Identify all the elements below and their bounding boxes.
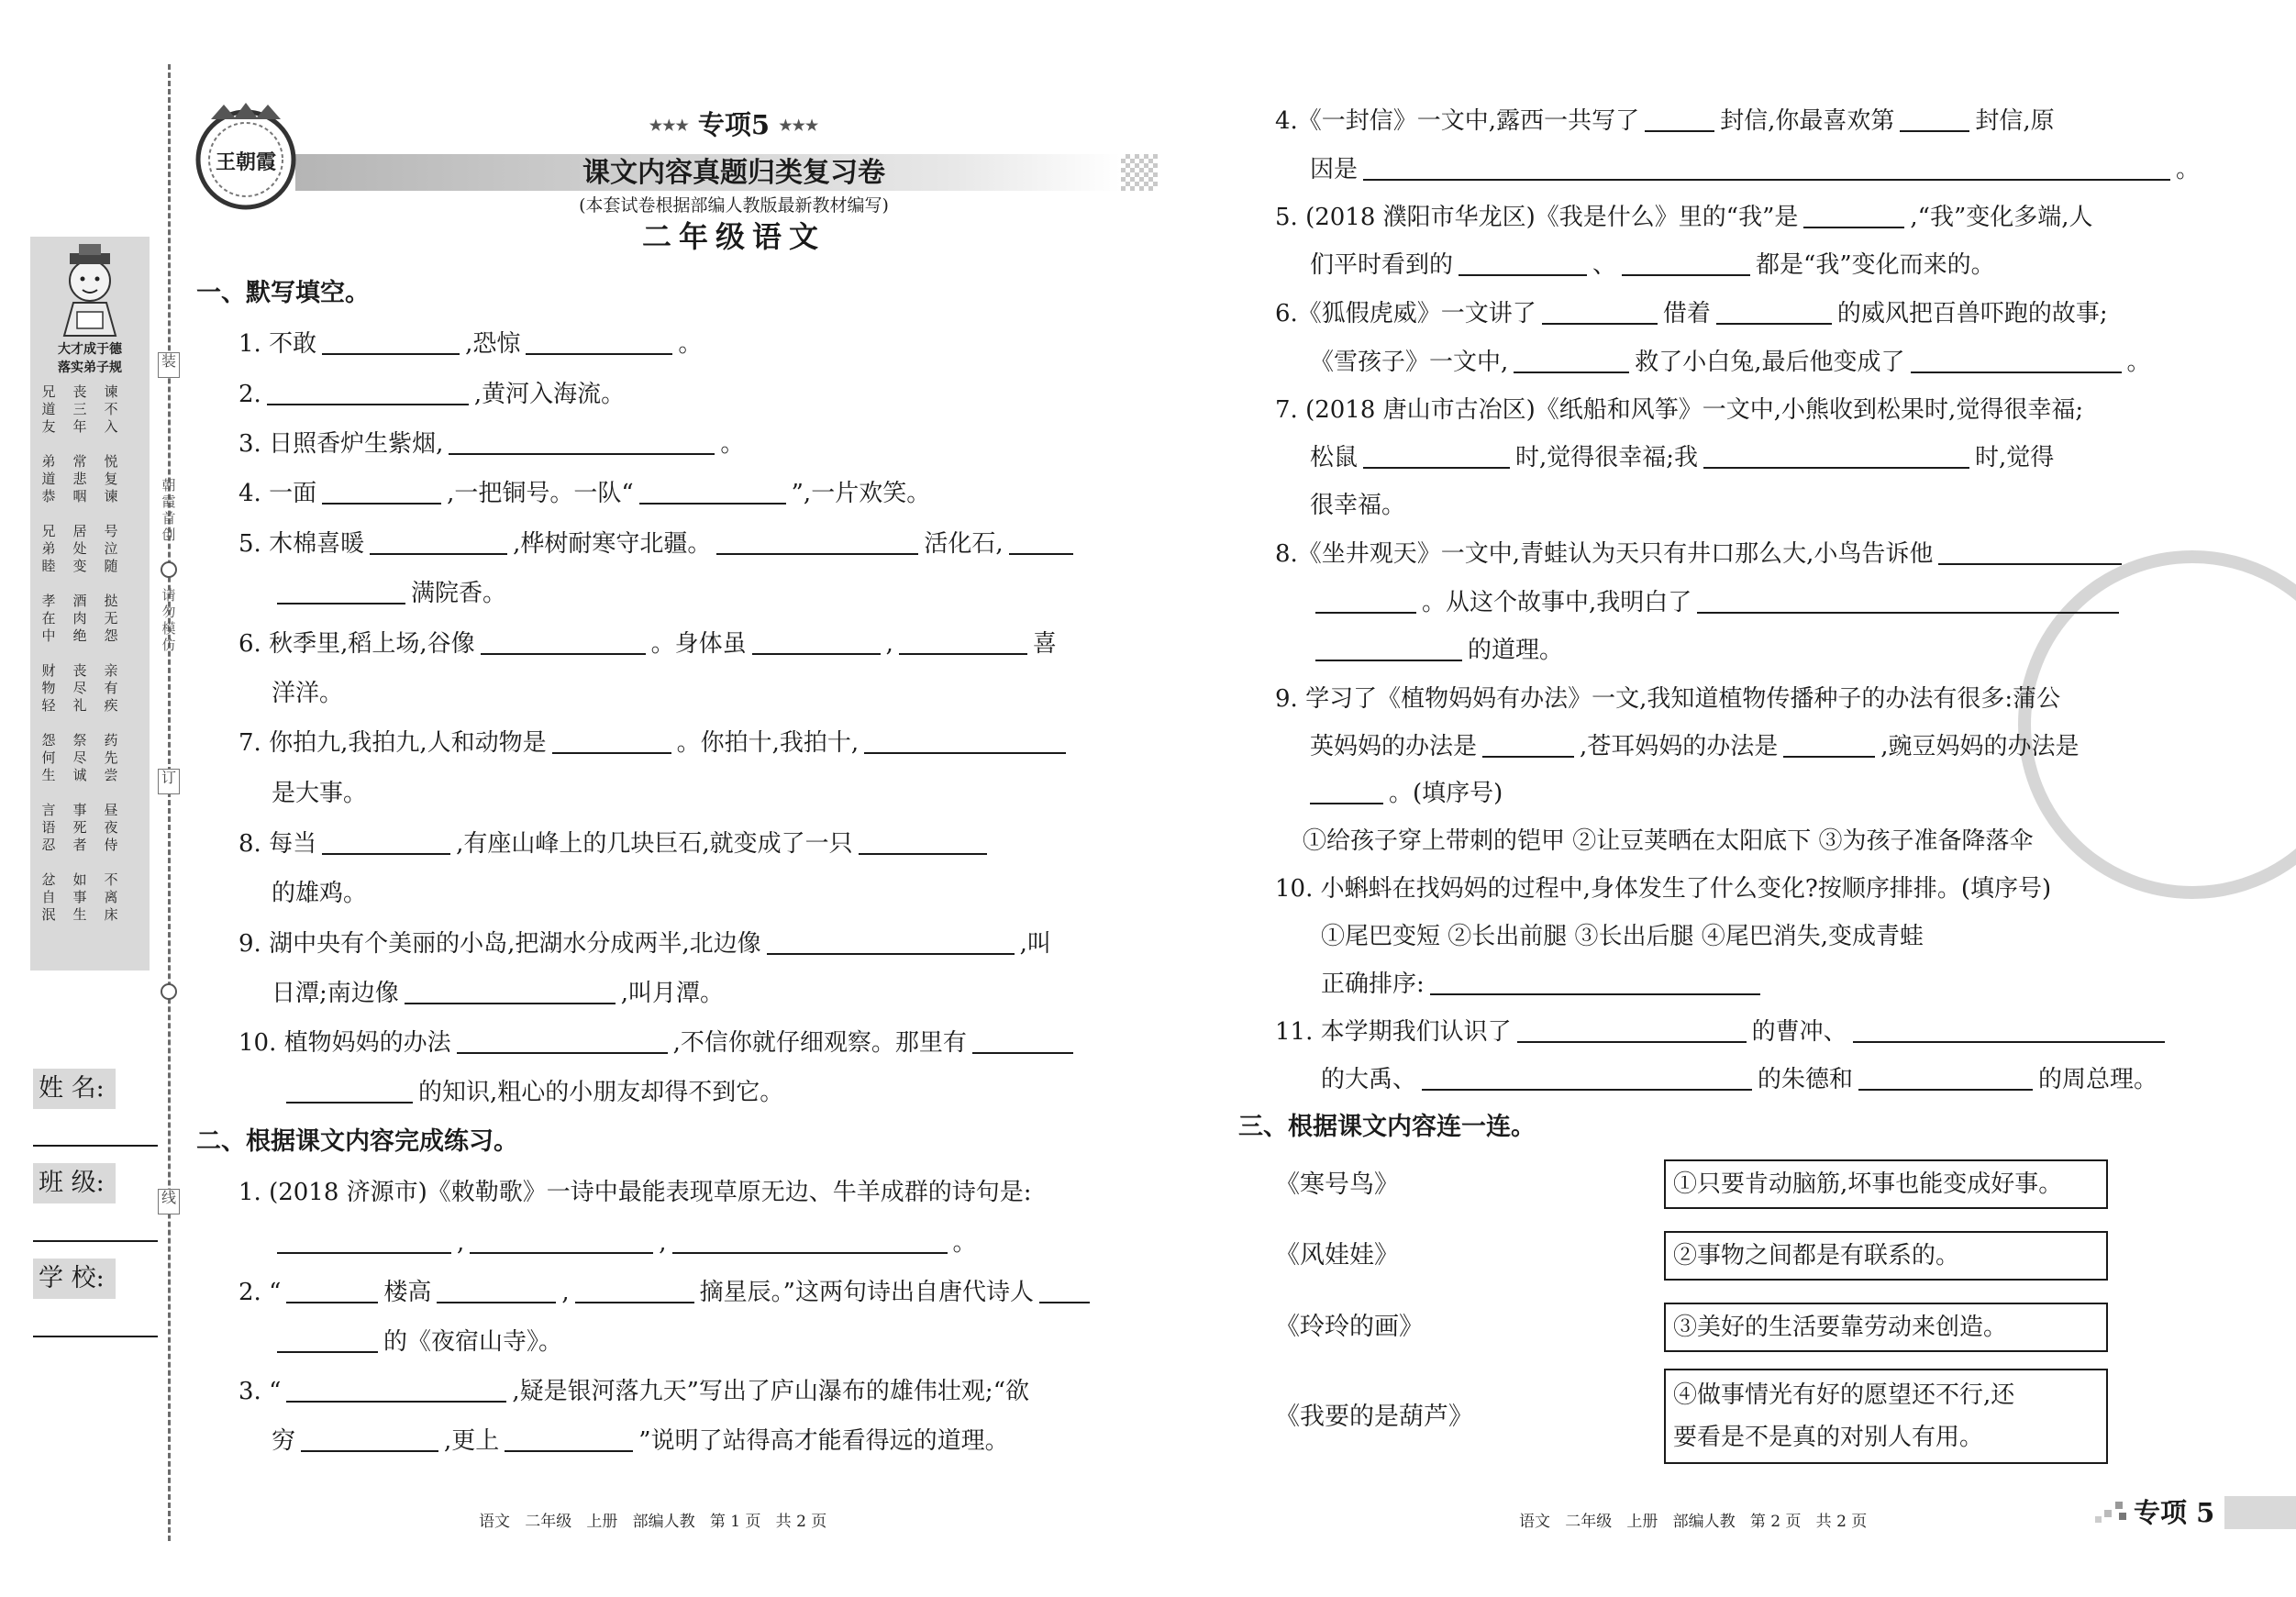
- answer-blank[interactable]: [1803, 205, 1904, 228]
- motto-column: 言 语 忍: [41, 802, 56, 853]
- binding-hole-icon: [161, 561, 177, 578]
- answer-blank[interactable]: [1697, 590, 2119, 614]
- motto-column: 孝 在 中: [41, 593, 56, 644]
- motto-column: 祭 尽 诚: [72, 732, 87, 783]
- s2-q9-line2: 英妈妈的办法是 ,苍耳妈妈的办法是 ,豌豆妈妈的办法是: [1310, 733, 2080, 760]
- cartoon-scholar-icon: [37, 240, 143, 339]
- match-right-item[interactable]: ③美好的生活要靠劳动来创造。: [1664, 1303, 2108, 1352]
- special-topic-text: 专项5: [697, 109, 771, 140]
- motto-column: 如 事 生: [72, 871, 87, 923]
- section-3-title: 三、根据课文内容连一连。: [1238, 1113, 1536, 1141]
- logo-text: 王朝霞: [215, 150, 277, 174]
- s2-q6-line1: 6.《狐假虎威》一文讲了 借着 的威风把百兽吓跑的故事;: [1275, 300, 2108, 327]
- match-right-item[interactable]: ②事物之间都是有联系的。: [1664, 1231, 2108, 1281]
- s2-q10-answer: 正确排序:: [1321, 969, 1766, 1000]
- s2-q7-line3: 很幸福。: [1310, 492, 1406, 519]
- motto-column: 昼 夜 侍: [104, 802, 118, 853]
- motto-title-1: 大才成于德: [58, 342, 122, 357]
- answer-blank[interactable]: [1315, 590, 1416, 614]
- binding-hole-icon: [161, 983, 177, 1000]
- motto-column: 不 离 床: [104, 871, 118, 923]
- motto-column: 居 处 变: [72, 523, 87, 574]
- s1-q5-line2: 满院香。: [272, 578, 506, 609]
- answer-blank[interactable]: [1716, 301, 1832, 325]
- binding-mark-xian: 线: [158, 1189, 180, 1214]
- footer-page-1: 语文 二年级 上册 部编人教 第 1 页 共 2 页: [479, 1513, 827, 1531]
- s2-q2-line1: 2. “ 楼高 , 摘星辰。”这两句诗出自唐代诗人: [238, 1277, 1095, 1308]
- section-1-title: 一、默写填空。: [196, 279, 370, 307]
- answer-blank[interactable]: [322, 481, 441, 505]
- answer-blank[interactable]: [752, 631, 881, 655]
- s1-q6-line2: 洋洋。: [272, 680, 344, 707]
- s1-q10-line2: 的知识,粗心的小朋友却得不到它。: [281, 1077, 783, 1108]
- answer-blank[interactable]: [1310, 781, 1383, 804]
- match-right-item[interactable]: [1664, 1369, 2108, 1464]
- answer-blank[interactable]: [301, 1428, 438, 1452]
- answer-blank[interactable]: [1459, 252, 1587, 276]
- answer-blank[interactable]: [457, 1030, 668, 1054]
- corner-tag: [2091, 1492, 2296, 1535]
- motto-column: 事 死 者: [72, 802, 87, 853]
- s2-q11-line1: 11. 本学期我们认识了 的曹冲、: [1275, 1016, 2170, 1048]
- school-input-line[interactable]: [33, 1336, 158, 1337]
- answer-blank[interactable]: [864, 730, 1066, 754]
- motto-title-2: 落实弟子规: [58, 360, 122, 375]
- motto-column: 常 悲 咽: [72, 453, 87, 505]
- s1-q3: 3. 日照香炉生紫烟, 。: [238, 430, 745, 458]
- answer-blank[interactable]: [286, 1379, 506, 1403]
- s2-q2-line2: 的《夜宿山寺》。: [272, 1326, 562, 1358]
- answer-blank[interactable]: [899, 631, 1027, 655]
- answer-blank[interactable]: [526, 331, 672, 355]
- school-label: 学 校:: [33, 1259, 116, 1299]
- answer-blank[interactable]: [1363, 157, 2170, 181]
- answer-blank[interactable]: [322, 331, 460, 355]
- footer-page-2: 语文 二年级 上册 部编人教 第 2 页 共 2 页: [1519, 1513, 1868, 1531]
- s2-q4-line2: 因是 。: [1310, 156, 2201, 183]
- answer-blank[interactable]: [370, 531, 507, 555]
- match-left-item[interactable]: 《寒号鸟》: [1275, 1170, 1399, 1199]
- document-grade: 二年级语文: [641, 219, 826, 254]
- answer-blank[interactable]: [1900, 108, 1969, 132]
- motto-column: 谏 不 入: [104, 383, 118, 435]
- answer-blank[interactable]: [1039, 1280, 1090, 1303]
- answer-blank[interactable]: [267, 382, 469, 405]
- motto-column: 兄 弟 睦: [41, 523, 56, 574]
- answer-blank[interactable]: [1363, 445, 1510, 469]
- answer-blank[interactable]: [505, 1428, 633, 1452]
- answer-blank[interactable]: [716, 531, 918, 555]
- binding-dashed-line: [168, 64, 171, 1541]
- document-title: 课文内容真题归类复习卷: [582, 157, 885, 189]
- answer-blank[interactable]: [1853, 1019, 2165, 1043]
- s1-q1: 1. 不敢 ,恐惊 。: [238, 330, 703, 358]
- match-right-text-line1: ④做事情光有好的愿望还不行,还: [1673, 1381, 2015, 1409]
- s1-q7-line1: 7. 你拍九,我拍九,人和动物是 。你拍十,我拍十,: [238, 727, 1071, 759]
- match-right-item[interactable]: ①只要肯动脑筋,坏事也能变成好事。: [1664, 1159, 2108, 1209]
- match-left-item[interactable]: 《我要的是葫芦》: [1275, 1403, 1473, 1431]
- s1-q5-line1: 5. 木棉喜暖 ,桦树耐寒守北疆。 活化石,: [238, 528, 1079, 560]
- s1-q8-line1: 8. 每当 ,有座山峰上的几块巨石,就变成了一只: [238, 828, 993, 859]
- s2-q6-line2: 《雪孩子》一文中, 救了小白兔,最后他变成了 。: [1310, 349, 2151, 376]
- answer-blank[interactable]: [859, 831, 987, 855]
- answer-blank[interactable]: [1517, 1019, 1747, 1043]
- s1-q9-line1: 9. 湖中央有个美丽的小岛,把湖水分成两半,北边像 ,叫: [238, 930, 1051, 958]
- motto-column: 挞 无 怨: [104, 593, 118, 644]
- answer-blank[interactable]: [405, 981, 616, 1004]
- s1-q6-line1: 6. 秋季里,稻上场,谷像 。身体虽 , 喜: [238, 630, 1057, 658]
- motto-column: 怨 何 生: [41, 732, 56, 783]
- answer-blank[interactable]: [1783, 734, 1875, 758]
- s2-q8-line1: 8.《坐井观天》一文中,青蛙认为天只有井口那么大,小鸟告诉他: [1275, 538, 2127, 570]
- s2-q4-line1: 4.《一封信》一文中,露西一共写了 封信,你最喜欢第 封信,原: [1275, 107, 2055, 135]
- s2-q9-line1: 9. 学习了《植物妈妈有办法》一文,我知道植物传播种子的办法有很多:蒲公: [1275, 685, 2061, 713]
- answer-blank[interactable]: [1858, 1067, 2033, 1091]
- s2-q11-line2: 的大禹、 的朱德和 的周总理。: [1321, 1066, 2158, 1093]
- s1-q4: 4. 一面 ,一把铜号。一队“ ”,一片欢笑。: [238, 480, 931, 507]
- star-icons: ★★★: [649, 116, 689, 134]
- star-icons: ★★★: [779, 116, 819, 134]
- answer-blank[interactable]: [672, 1230, 948, 1254]
- motto-column: 兄 道 友: [41, 383, 56, 435]
- s2-q1-line1: 1. (2018 济源市)《敕勒歌》一诗中最能表现草原无边、牛羊成群的诗句是:: [238, 1179, 1032, 1206]
- binding-note-1: 朝 霞 首 创: [161, 477, 176, 543]
- s1-q10-line1: 10. 植物妈妈的办法 ,不信你就仔细观察。那里有: [238, 1027, 1079, 1059]
- corner-tag-text: 专项 5: [2134, 1497, 2215, 1528]
- s2-q7-line1: 7. (2018 唐山市古冶区)《纸船和风筝》一文中,小熊收到松果时,觉得很幸福;: [1275, 396, 2084, 424]
- answer-blank[interactable]: [1911, 349, 2122, 373]
- s2-q8-line2: 。从这个故事中,我明白了: [1310, 587, 2124, 618]
- document-subtitle: (本套试卷根据部编人教版最新教材编写): [579, 195, 889, 216]
- match-left-item[interactable]: 《玲玲的画》: [1275, 1313, 1424, 1341]
- s2-q5-line2: 们平时看到的 、 都是“我”变化而来的。: [1310, 251, 1995, 279]
- motto-column: 忿 自 泯: [41, 871, 56, 923]
- motto-column: 悦 复 谏: [104, 453, 118, 505]
- match-right-text-line2: 要看是不是真的对别人有用。: [1673, 1424, 1984, 1451]
- answer-blank[interactable]: [1938, 541, 2122, 565]
- motto-column: 弟 道 恭: [41, 453, 56, 505]
- answer-blank[interactable]: [1645, 108, 1714, 132]
- answer-blank[interactable]: [286, 1080, 413, 1103]
- answer-blank[interactable]: [1542, 301, 1658, 325]
- answer-blank[interactable]: [1009, 531, 1073, 555]
- answer-blank[interactable]: [449, 431, 715, 455]
- answer-blank[interactable]: [639, 481, 786, 505]
- class-label: 班 级:: [33, 1163, 116, 1203]
- s2-q8-line3: 的道理。: [1310, 635, 1563, 666]
- answer-blank[interactable]: [1430, 971, 1760, 995]
- binding-note-2: 请 勿 模 仿: [161, 587, 176, 653]
- answer-blank[interactable]: [575, 1280, 694, 1303]
- answer-blank[interactable]: [470, 1230, 653, 1254]
- motto-column: 酒 肉 绝: [72, 593, 87, 644]
- answer-blank[interactable]: [1422, 1067, 1752, 1091]
- s2-q9-line3: 。(填序号): [1310, 778, 1503, 809]
- answer-blank[interactable]: [972, 1030, 1073, 1054]
- answer-blank[interactable]: [1315, 638, 1462, 661]
- answer-blank[interactable]: [322, 831, 450, 855]
- binding-mark-zhuang: 装: [158, 352, 180, 378]
- motto-column: 亲 有 疾: [104, 662, 118, 714]
- s2-q10-options: ①尾巴变短 ②长出前腿 ③长出后腿 ④尾巴消失,变成青蛙: [1321, 923, 1924, 950]
- binding-mark-ding: 订: [158, 769, 180, 794]
- s2-q3-line1: 3. “ ,疑是银河落九天”写出了庐山瀑布的雄伟壮观;“欲: [238, 1378, 1029, 1405]
- s1-q2: 2. ,黄河入海流。: [238, 381, 626, 408]
- checker-deco-icon: [2091, 1502, 2128, 1525]
- s2-q1-line2: , , 。: [272, 1227, 977, 1259]
- motto-column: 财 物 轻: [41, 662, 56, 714]
- header-checker-pattern: [1121, 154, 1158, 191]
- s2-q9-options: ①给孩子穿上带刺的铠甲 ②让豆荚晒在太阳底下 ③为孩子准备降落伞: [1303, 827, 2034, 855]
- s1-q8-line2: 的雄鸡。: [272, 880, 368, 907]
- answer-blank[interactable]: [552, 730, 671, 754]
- s2-q10-line1: 10. 小蝌蚪在找妈妈的过程中,身体发生了什么变化?按顺序排排。(填序号): [1275, 875, 2052, 903]
- answer-blank[interactable]: [286, 1280, 378, 1303]
- answer-blank[interactable]: [437, 1280, 556, 1303]
- answer-blank[interactable]: [767, 931, 1015, 955]
- s1-q7-line2: 是大事。: [272, 780, 368, 807]
- s2-q5-line1: 5. (2018 濮阳市华龙区)《我是什么》里的“我”是 ,“我”变化多端,人: [1275, 204, 2093, 231]
- answer-blank[interactable]: [277, 581, 405, 604]
- motto-column: 药 先 尝: [104, 732, 118, 783]
- class-input-line[interactable]: [33, 1240, 158, 1242]
- s2-q7-line2: 松鼠 时,觉得很幸福;我 时,觉得: [1310, 444, 2055, 471]
- motto-column: 丧 尽 礼: [72, 662, 87, 714]
- s1-q9-line2: 日潭;南边像 ,叫月潭。: [272, 980, 725, 1007]
- answer-blank[interactable]: [1703, 445, 1969, 469]
- name-label: 姓 名:: [33, 1069, 116, 1109]
- corner-tag-bar: [2224, 1496, 2296, 1529]
- match-left-item[interactable]: 《风娃娃》: [1275, 1241, 1399, 1270]
- s2-q3-line2: 穷 ,更上 ”说明了站得高才能看得远的道理。: [272, 1427, 1009, 1455]
- motto-column: 丧 三 年: [72, 383, 87, 435]
- motto-column: 号 泣 随: [104, 523, 118, 574]
- answer-blank[interactable]: [1482, 734, 1574, 758]
- name-input-line[interactable]: [33, 1145, 158, 1147]
- answer-blank[interactable]: [277, 1230, 451, 1254]
- answer-blank[interactable]: [1514, 349, 1629, 373]
- special-topic-label: [633, 108, 835, 142]
- answer-blank[interactable]: [1622, 252, 1750, 276]
- section-2-title: 二、根据课文内容完成练习。: [196, 1127, 518, 1156]
- answer-blank[interactable]: [277, 1329, 378, 1353]
- publisher-logo-icon: [191, 101, 301, 211]
- answer-blank[interactable]: [481, 631, 646, 655]
